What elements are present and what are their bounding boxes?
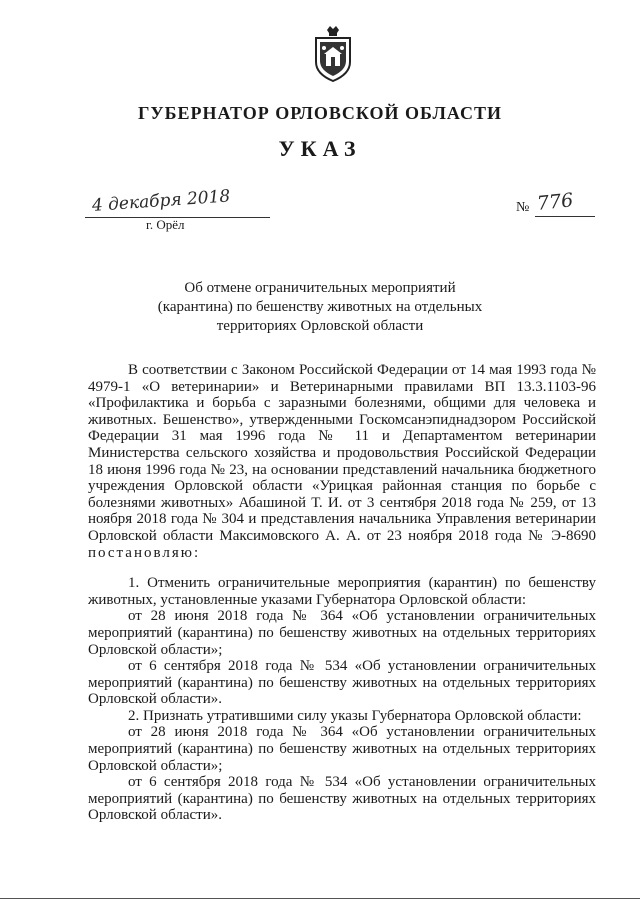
item-2-subitem: от 6 сентября 2018 года № 534 «Об установлении ограничительных мероприятий (карантина) по бешенству животных на отдельных территориях Орловской области». bbox=[88, 774, 596, 824]
page-bottom-rule bbox=[0, 898, 640, 899]
coat-of-arms-icon bbox=[312, 24, 354, 84]
handwritten-number: 776 bbox=[535, 189, 575, 215]
number-underline bbox=[535, 216, 595, 217]
subject-line: Об отмене ограничительных мероприятий bbox=[184, 280, 456, 296]
decree-verb: постановляю: bbox=[88, 544, 201, 561]
decree-body bbox=[88, 362, 596, 824]
item-1: 1. Отменить ограничительные мероприятия (карантин) по бешенству животных, установленные указами Губернатора Орловской области: bbox=[88, 575, 596, 608]
handwritten-date: 4 декабря 2018 bbox=[91, 186, 231, 216]
preamble-text: В соответствии с Законом Российской Федерации от 14 мая 1993 года № 4979-1 «О ветеринарии» и Ветеринарными правилами ВП 13.3.1103-96 «Профилактика и борьба с заразными болезнями, общими для человека и животных. Бешенство», утвержденными Госкомсанэпиднадзором Российской Федерации 31 мая 1996 года № 11 и Департаментом ветеринарии Министерства сельского хозяйства и продовольствия Российской Федерации 18 июня 1996 года № 23, на основании представлений начальника бюджетного учреждения Орловской области «Урицкая районная станция по борьбе с болезнями животных» Абашиной Т. И. от 3 сентября 2018 года № 259, от 13 ноября 2018 года № 304 и представления начальника Управления ветеринарии Орловской области Максимовского А. А. от 23 ноября 2018 года № Э-8690 bbox=[88, 362, 596, 544]
preamble-paragraph bbox=[88, 362, 596, 561]
number-label: № bbox=[516, 200, 530, 215]
item-2-subitem: от 28 июня 2018 года № 364 «Об установлении ограничительных мероприятий (карантина) по бешенству животных на отдельных территориях Орловской области»; bbox=[88, 724, 596, 774]
issuer-title: ГУБЕРНАТОР ОРЛОВСКОЙ ОБЛАСТИ bbox=[137, 103, 503, 123]
subject-line: территориях Орловской области bbox=[216, 318, 424, 334]
subject-line: (карантина) по бешенству животных на отдельных bbox=[157, 299, 483, 315]
item-2: 2. Признать утратившими силу указы Губернатора Орловской области: bbox=[128, 707, 582, 724]
document-type: УКАЗ bbox=[278, 136, 362, 161]
decree-subject bbox=[150, 279, 490, 336]
item-1-subitem: от 28 июня 2018 года № 364 «Об установлении ограничительных мероприятий (карантина) по бешенству животных на отдельных территориях Орловской области»; bbox=[88, 608, 596, 658]
city-label: г. Орёл bbox=[146, 217, 185, 232]
item-1-subitem: от 6 сентября 2018 года № 534 «Об установлении ограничительных мероприятий (карантина) по бешенству животных на отдельных территориях Орловской области». bbox=[88, 658, 596, 708]
